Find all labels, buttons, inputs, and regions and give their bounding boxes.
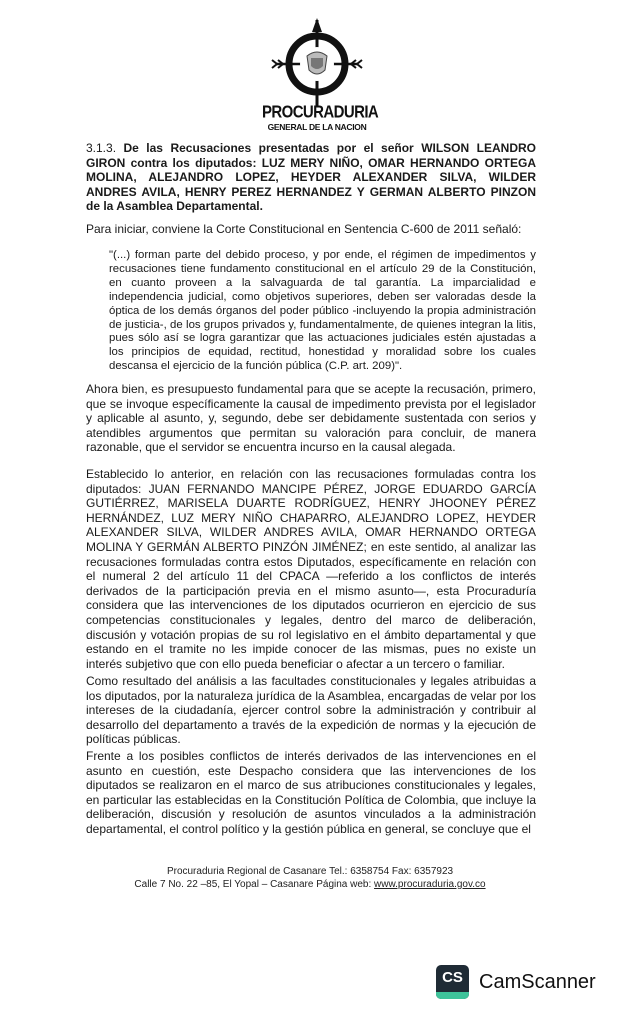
camscanner-name: CamScanner (479, 971, 596, 993)
camscanner-watermark (436, 965, 606, 1003)
camscanner-logo-icon (436, 965, 469, 999)
logo-subtitle: GENERAL DE LA NACION (267, 122, 367, 132)
crosshair-emblem-icon (262, 18, 372, 108)
camscanner-icon-text: CS (442, 969, 463, 986)
block-quote: "(...) forman parte del debido proceso, y por ende, el régimen de impedimentos y recusaciones tiene fundamento constitucional en el artículo 29 de la Constitución, en cuanto proveen a la salvaguarda de tal garantía. La imparcialidad e independencia judicial, como objetivos superiores, deben ser valoradas desde la óptica de los demás órganos del poder público -incluyendo la propia administración de justicia-, de los grupos privados y, fundamentalmente, de quienes integran la litis, pues sólo así se logra garantizar que las actuaciones judiciales estén ajustadas a los principios de equidad, rectitud, honestidad y moralidad sobre los cuales descansa el ejercicio de la función pública (C.P. art. 209)". (109, 249, 536, 373)
footer-address-text: Calle 7 No. 22 –85, El Yopal – Casanare Página web: (134, 878, 375, 890)
procuraduria-logo (262, 18, 379, 132)
section-heading (86, 141, 536, 214)
logo-title: PROCURADURIA (262, 102, 379, 123)
section-title: De las Recusaciones presentadas por el señor WILSON LEANDRO GIRON contra los diputados: LUZ MERY NIÑO, OMAR HERNANDO ORTEGA MOLINA, ALEJANDRO LOPEZ, HEYDER ALEXANDER SILVA, WILDER ANDRES AVILA, HENRY PEREZ HERNANDEZ Y GERMAN ALBERTO PINZON de la Asamblea Departamental. (86, 141, 536, 214)
section-number: 3.1.3. (86, 141, 117, 155)
footer-address (100, 879, 520, 892)
paragraph-3: Establecido lo anterior, en relación con las recusaciones formuladas contra los diputados: JUAN FERNANDO MANCIPE PÉREZ, JORGE EDUARDO GARCÍA GUTIÉRREZ, MARISELA DUARTE RODRÍGUEZ, HENRY JHOONEY PÉREZ HERNÁNDEZ, LUZ MERY NIÑO CHAPARRO, ALEJANDRO LOPEZ, HEYDER ALEXANDER SILVA, WILDER ANDRES AVILA, OMAR HERNANDO ORTEGA MOLINA Y GERMÁN ALBERTO PINZÓN JIMÉNEZ; en este sentido, al analizar las recusaciones formuladas contra estos Diputados, específicamente en relación con el numeral 2 del artículo 11 del CPACA —referido a los conflictos de interés derivados de la participación previa en el mismo asunto—, esta Procuraduría considera que las intervenciones de los diputados ocurrieron en ejercicio de sus competencias constitucionales y legales, dentro del marco de deliberación, discusión y votación propias de su rol legislativo en el ámbito departamental y que estando en el tramite no les impide conocer de las mismas, pues no existe un interés subjetivo que con ello pueda beneficiar o afectar a un tercero o familiar. (86, 467, 536, 671)
paragraph-2: Ahora bien, es presupuesto fundamental para que se acepte la recusación, primero, que se invoque específicamente la causal de impedimento prevista por el legislador y aplicable al asunto, y, segundo, debe ser debidamente sustentada con serios y atendibles argumentos que permitan su valoración para concluir, de manera razonable, que el servidor se encuentra incurso en la causal alegada. (86, 382, 536, 455)
paragraph-4: Como resultado del análisis a las facultades constitucionales y legales atribuidas a los diputados, por la naturaleza jurídica de la Asamblea, encargadas de velar por los intereses de la ciudadanía, ejercer control sobre la administración y contribuir al desarrollo del departamento a través de la expedición de normas y la ejecución de políticas públicas. (86, 674, 536, 747)
paragraph-5: Frente a los posibles conflictos de interés derivados de las intervenciones en el asunto en cuestión, este Despacho considera que las intervenciones de los diputados se realizaron en el marco de sus atribuciones constitucionales y legales, en particular las establecidas en la Constitución Política de Colombia, que incluye la deliberación, discusión y resolución de asuntos vinculados a la administración departamental, el control político y la gestión pública en general, se concluye que el (86, 749, 536, 836)
paragraph-intro: Para iniciar, conviene la Corte Constitucional en Sentencia C-600 de 2011 señaló: (86, 222, 522, 236)
camscanner-icon-accent (436, 992, 469, 999)
page-footer (100, 866, 520, 891)
website-link[interactable]: www.procuraduria.gov.co (374, 878, 486, 890)
footer-contact: Procuraduria Regional de Casanare Tel.: 6358754 Fax: 6357923 (166, 866, 454, 877)
